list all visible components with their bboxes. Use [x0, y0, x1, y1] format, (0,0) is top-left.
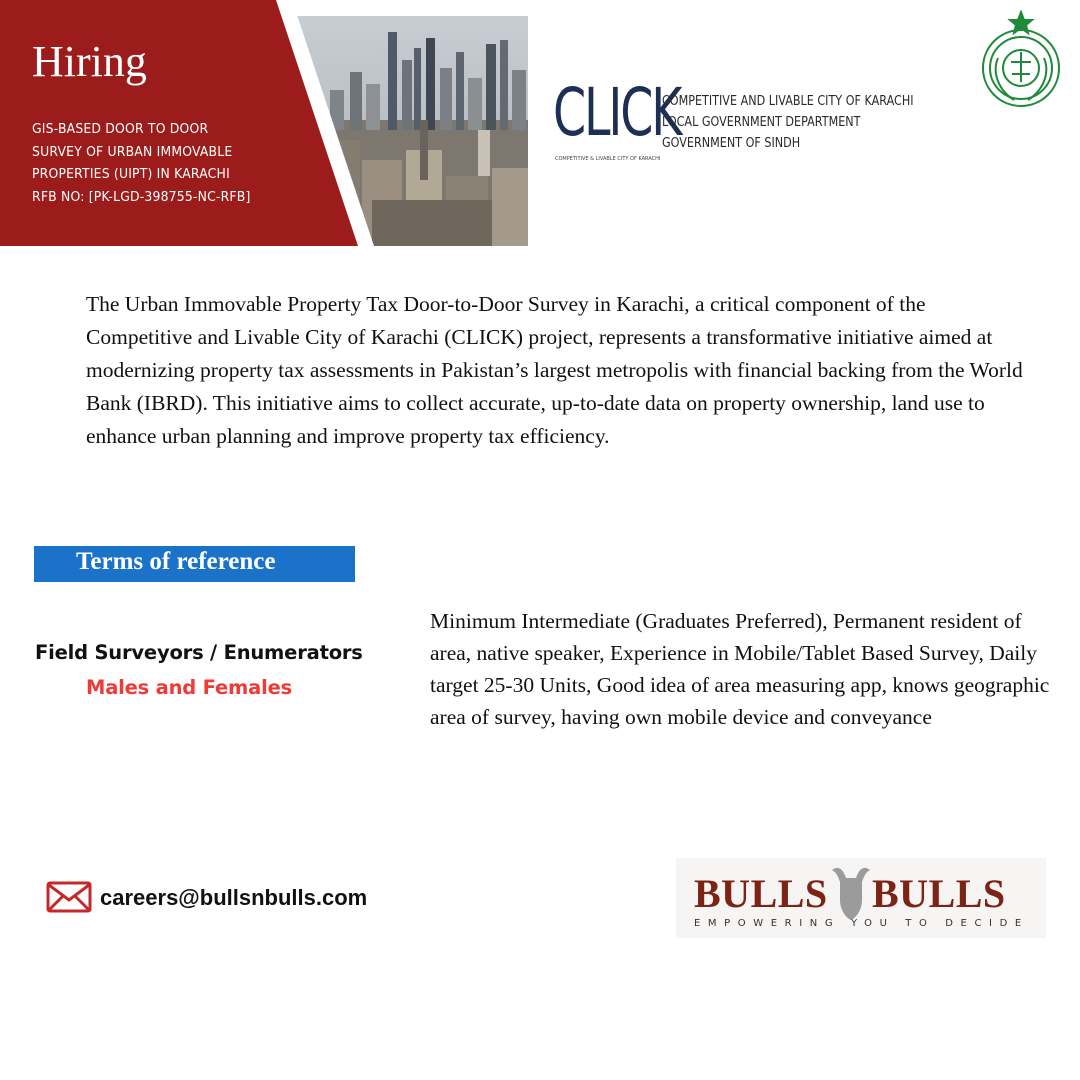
government-of-sindh-seal — [978, 10, 1064, 110]
logo-word-left: BULLS — [694, 871, 828, 916]
requirements-text: Minimum Intermediate (Graduates Preferred), Permanent resident of area, native speaker, Experience in Mobile/Tablet Based Survey, Daily target 25-30 Units, Good idea of area measuring app, knows geographic area of survey, having own mobile device and conveyance — [430, 609, 1050, 729]
role-title: Field Surveyors / Enumerators — [35, 641, 363, 664]
click-logo — [553, 74, 681, 166]
click-org-lines — [662, 91, 914, 154]
bulls-n-bulls-logo — [676, 858, 1046, 938]
banner-line: GIS-BASED DOOR TO DOOR — [32, 121, 209, 137]
click-logo-letters: CLICK — [553, 74, 681, 151]
click-org-line: GOVERNMENT OF SINDH — [662, 136, 801, 151]
hiring-title: Hiring — [32, 37, 147, 86]
banner-line: SURVEY OF URBAN IMMOVABLE — [32, 143, 233, 160]
click-org-line: LOCAL GOVERNMENT DEPARTMENT — [662, 115, 861, 130]
click-logo-subtitle: COMPETITIVE & LIVABLE CITY OF KARACHI — [555, 156, 661, 162]
banner-line: PROPERTIES (UIPT) IN KARACHI — [32, 166, 230, 182]
project-description — [32, 118, 250, 208]
click-org-line: COMPETITIVE AND LIVABLE CITY OF KARACHI — [662, 94, 914, 109]
bull-head-icon — [826, 860, 876, 922]
banner-line: RFB NO: [PK-LGD-398755-NC-RFB] — [32, 188, 251, 205]
gender-eligibility: Males and Females — [86, 676, 293, 699]
intro-paragraph: The Urban Immovable Property Tax Door-to-Door Survey in Karachi, a critical component of the Competitive and Livable City of Karachi (CLICK) project, represents a transformative initiative aimed at modernizing property tax assessments in Pakistan’s largest metropolis with financial backing from the World Bank (IBRD). This initiative aims to collect accurate, up-to-date data on property ownership, land use to enhance urban planning and improve property tax efficiency. — [86, 292, 1023, 448]
careers-email-link[interactable]: careers@bullsnbulls.com — [100, 885, 368, 910]
terms-of-reference-heading: Terms of reference — [76, 548, 276, 575]
logo-word-right: BULLS — [872, 871, 1006, 916]
logo-tagline: EMPOWERING YOU TO DECIDE — [694, 918, 1029, 929]
envelope-icon — [46, 881, 92, 913]
